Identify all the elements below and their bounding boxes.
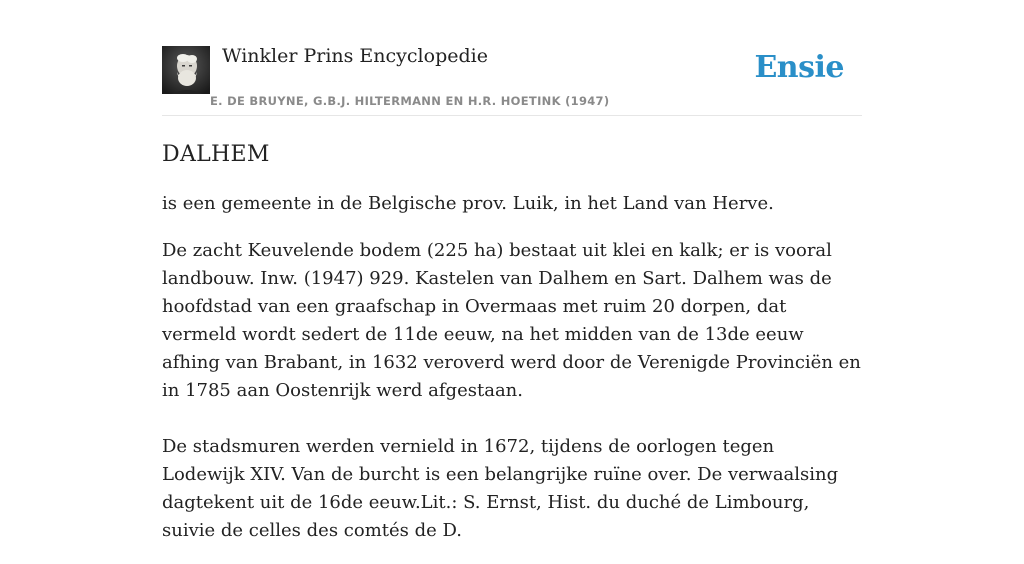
article-paragraph: De stadsmuren werden vernield in 1672, tijdens de oorlogen tegen Lodewijk XIV. Van de burcht is een belangrijke ruïne over. De verwaalsing dagtekent uit de 16de eeuw.Lit.: S. Ernst, Hist. du duché de Limbourg, suivie de celles des comtés de D.: [162, 436, 839, 541]
author-portrait-icon: [162, 46, 210, 94]
page-header: [162, 0, 862, 116]
publication-title[interactable]: Winkler Prins Encyclopedie: [222, 45, 488, 67]
article-title: DALHEM: [162, 142, 270, 167]
article-paragraph: is een gemeente in de Belgische prov. Luik, in het Land van Herve.: [162, 193, 774, 214]
brand-logo[interactable]: Ensie: [754, 50, 844, 85]
article-paragraph: De zacht Keuvelende bodem (225 ha) bestaat uit klei en kalk; er is vooral landbouw. Inw. (1947) 929. Kastelen van Dalhem en Sart. Dalhem was de hoofdstad van een graafschap in Overmaas met ruim 20 dorpen, dat vermeld wordt sedert de 11de eeuw, na het midden van de 13de eeuw afhing van Brabant, in 1632 veroverd werd door de Verenigde Provinciën en in 1785 aan Oostenrijk werd afgestaan.: [162, 240, 861, 401]
author-avatar[interactable]: [162, 46, 210, 94]
publication-authors: E. DE BRUYNE, G.B.J. HILTERMANN EN H.R. HOETINK (1947): [210, 94, 610, 108]
article: [162, 140, 862, 564]
